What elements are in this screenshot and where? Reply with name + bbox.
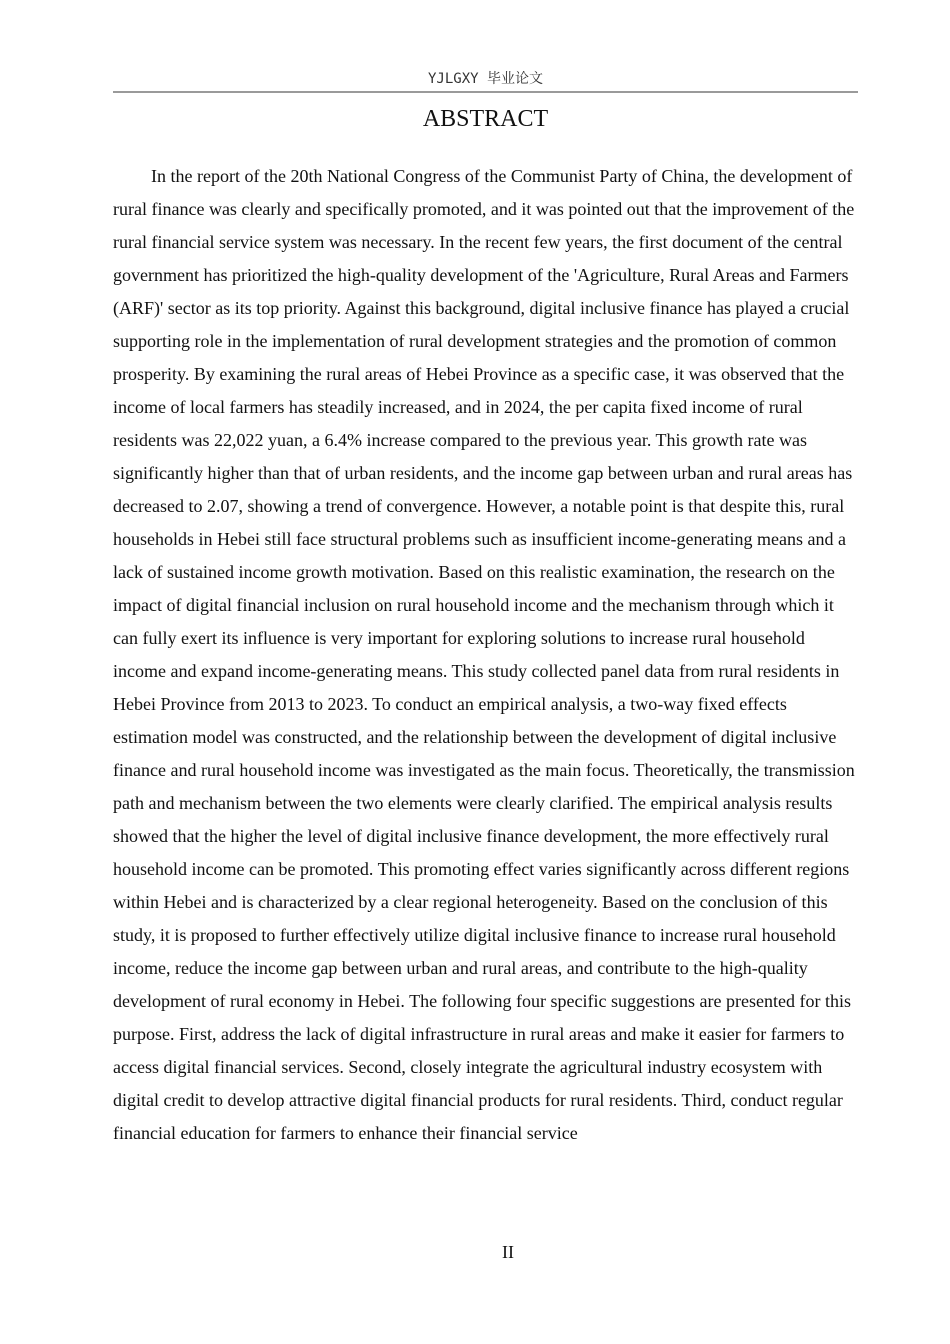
section-title: ABSTRACT <box>422 106 549 132</box>
running-header: YJLGXY 毕业论文 <box>427 71 543 87</box>
abstract-paragraph: In the report of the 20th National Congress of the Communist Party of China, the development of rural finance was clearly and specifically promoted, and it was pointed out that the improvement of the rural financial service system was necessary. In the recent few years, the first document of the central government has prioritized the high-quality development of the 'Agriculture, Rural Areas and Farmers (ARF)' sector as its top priority. Against this background, digital inclusive finance has played a crucial supporting role in the implementation of rural development strategies and the promotion of common prosperity. By examining the rural areas of Hebei Province as a specific case, it was observed that the income of local farmers has steadily increased, and in 2024, the per capita fixed income of rural residents was 22,022 yuan, a 6.4% increase compared to the previous year. This growth rate was significantly higher than that of urban residents, and the income gap between urban and rural areas has decreased to 2.07, showing a trend of convergence. However, a notable point is that despite this, rural households in Hebei still face structural problems such as insufficient income-generating means and a lack of sustained income growth motivation. Based on this realistic examination, the research on the impact of digital financial inclusion on rural household income and the mechanism through which it can fully exert its influence is very important for exploring solutions to increase rural household income and expand income-generating means. This study collected panel data from rural residents in Hebei Province from 2013 to 2023. To conduct an empirical analysis, a two-way fixed effects estimation model was constructed, and the relationship between the development of digital inclusive finance and rural household income was investigated as the main focus. Theoretically, the transmission path and mechanism between the two elements were clearly clarified. The empirical analysis results showed that the higher the level of digital inclusive finance development, the more effectively rural household income can be promoted. This promoting effect varies significantly across different regions within Hebei and is characterized by a clear regional heterogeneity. Based on the conclusion of this study, it is proposed to further effectively utilize digital inclusive finance to increase rural household income, reduce the income gap between urban and rural areas, and contribute to the high-quality development of rural economy in Hebei. The following four specific suggestions are presented for this purpose. First, address the lack of digital infrastructure in rural areas and make it easier for farmers to access digital financial services. Second, closely integrate the agricultural industry ecosystem with digital credit to develop attractive digital financial products for rural residents. Third, conduct regular financial education for farmers to enhance their financial service <box>113 166 855 1143</box>
header-divider <box>113 91 858 93</box>
page-number: II <box>502 1242 514 1262</box>
